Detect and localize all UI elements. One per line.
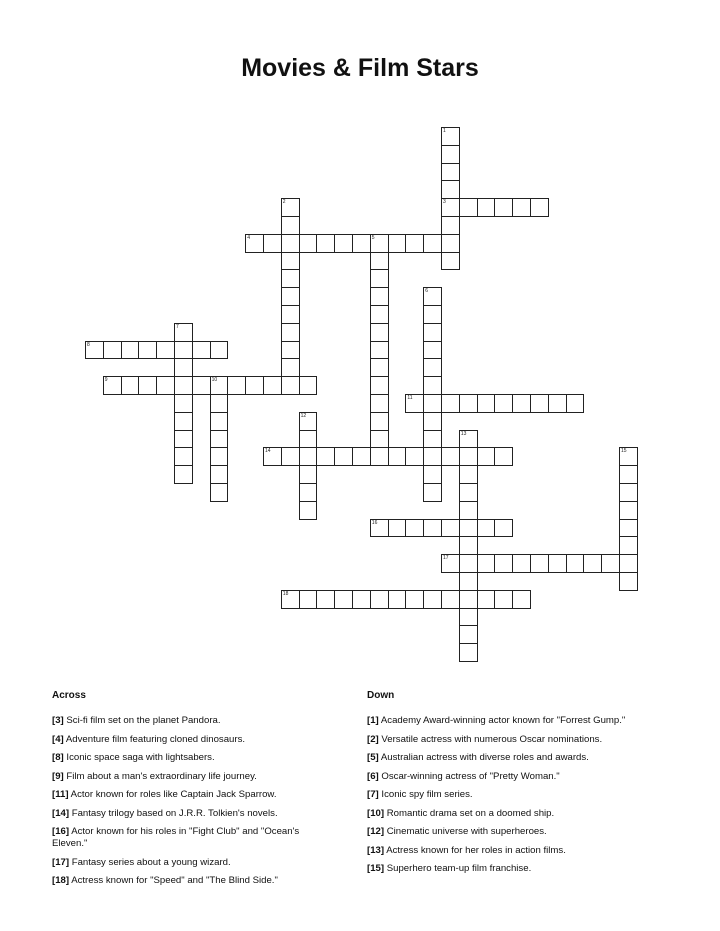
grid-cell[interactable] <box>121 376 140 395</box>
grid-cell[interactable] <box>299 234 318 253</box>
grid-cell[interactable] <box>334 447 353 466</box>
grid-cell[interactable] <box>477 590 496 609</box>
grid-cell[interactable] <box>174 358 193 377</box>
grid-cell[interactable] <box>370 519 389 538</box>
grid-cell[interactable] <box>441 447 460 466</box>
clue-number: [13] <box>367 844 385 856</box>
down-clue <box>367 789 667 801</box>
cell-number: 3 <box>443 199 446 206</box>
grid-cell[interactable] <box>601 554 620 573</box>
grid-cell[interactable] <box>210 376 229 395</box>
grid-cell[interactable] <box>423 287 442 306</box>
grid-cell[interactable] <box>441 554 460 573</box>
clue-number: [18] <box>52 875 70 886</box>
grid-cell[interactable] <box>423 323 442 342</box>
down-clue <box>367 715 667 727</box>
grid-cell[interactable] <box>370 305 389 324</box>
grid-cell[interactable] <box>334 590 353 609</box>
grid-cell[interactable] <box>441 394 460 413</box>
clue-number: [6] <box>367 770 379 782</box>
clue-number: [3] <box>52 715 64 726</box>
grid-cell[interactable] <box>263 234 282 253</box>
grid-cell[interactable] <box>423 465 442 484</box>
grid-cell[interactable] <box>281 198 300 217</box>
clue-number: [5] <box>367 752 379 763</box>
grid-cell[interactable] <box>477 554 496 573</box>
grid-cell[interactable] <box>388 447 407 466</box>
down-clues <box>367 690 667 882</box>
cell-number: 6 <box>425 288 428 295</box>
grid-cell[interactable] <box>370 358 389 377</box>
clue-number: [8] <box>52 752 64 763</box>
across-clue <box>52 752 337 764</box>
grid-cell[interactable] <box>530 198 549 217</box>
grid-cell[interactable] <box>459 554 478 573</box>
grid-cell[interactable] <box>388 519 407 538</box>
grid-cell[interactable] <box>174 412 193 431</box>
clue-text: Versatile actress with numerous Oscar nominations. <box>378 733 603 745</box>
clue-text: Superhero team-up film franchise. <box>384 863 532 874</box>
grid-cell[interactable] <box>619 554 638 573</box>
across-clue <box>52 857 337 869</box>
clue-text: Adventure film featuring cloned dinosaurs. <box>63 733 246 745</box>
across-clue <box>52 789 337 801</box>
grid-cell[interactable] <box>405 394 424 413</box>
grid-cell[interactable] <box>174 447 193 466</box>
grid-cell[interactable] <box>174 341 193 360</box>
grid-cell[interactable] <box>352 590 371 609</box>
clue-number: [7] <box>367 789 379 800</box>
grid-cell[interactable] <box>370 447 389 466</box>
clue-text: Academy Award-winning actor known for "Forrest Gump." <box>378 715 626 726</box>
grid-cell[interactable] <box>245 376 264 395</box>
grid-cell[interactable] <box>299 465 318 484</box>
cell-number: 10 <box>211 377 218 384</box>
grid-cell[interactable] <box>423 341 442 360</box>
down-clue <box>367 771 667 783</box>
grid-cell[interactable] <box>281 447 300 466</box>
clue-text: Cinematic universe with superheroes. <box>384 826 547 837</box>
grid-cell[interactable] <box>441 180 460 199</box>
grid-cell[interactable] <box>459 430 478 449</box>
grid-cell[interactable] <box>459 519 478 538</box>
grid-cell[interactable] <box>281 252 300 271</box>
clue-text: Iconic space saga with lightsabers. <box>63 752 215 763</box>
grid-cell[interactable] <box>299 501 318 520</box>
clue-text: Actress known for her roles in action films. <box>384 844 566 856</box>
grid-cell[interactable] <box>423 430 442 449</box>
grid-cell[interactable] <box>370 590 389 609</box>
across-clues <box>52 690 337 894</box>
grid-cell[interactable] <box>530 554 549 573</box>
clue-text: Sci-fi film set on the planet Pandora. <box>63 715 221 726</box>
grid-cell[interactable] <box>263 447 282 466</box>
grid-cell[interactable] <box>459 483 478 502</box>
grid-cell[interactable] <box>138 376 157 395</box>
grid-cell[interactable] <box>459 643 478 662</box>
grid-cell[interactable] <box>192 376 211 395</box>
grid-cell[interactable] <box>441 234 460 253</box>
grid-cell[interactable] <box>316 447 335 466</box>
grid-cell[interactable] <box>281 590 300 609</box>
across-clue <box>52 734 337 746</box>
clue-text: Fantasy trilogy based on J.R.R. Tolkien's novels. <box>69 807 278 819</box>
grid-cell[interactable] <box>299 447 318 466</box>
grid-cell[interactable] <box>494 590 513 609</box>
cell-number: 1 <box>443 128 446 134</box>
grid-cell[interactable] <box>156 376 175 395</box>
grid-cell[interactable] <box>459 198 478 217</box>
grid-cell[interactable] <box>583 554 602 573</box>
grid-cell[interactable] <box>370 287 389 306</box>
grid-cell[interactable] <box>370 234 389 253</box>
clue-number: [11] <box>52 789 69 800</box>
grid-cell[interactable] <box>459 447 478 466</box>
grid-cell[interactable] <box>299 376 318 395</box>
across-clue <box>52 715 337 727</box>
cell-number: 17 <box>443 555 449 562</box>
grid-cell[interactable] <box>370 323 389 342</box>
grid-cell[interactable] <box>281 216 300 235</box>
grid-cell[interactable] <box>388 590 407 609</box>
grid-cell[interactable] <box>174 430 193 449</box>
grid-cell[interactable] <box>477 519 496 538</box>
cell-number: 5 <box>371 234 375 241</box>
grid-cell[interactable] <box>299 483 318 502</box>
across-clue <box>52 875 337 887</box>
across-clue <box>52 808 337 820</box>
grid-cell[interactable] <box>423 394 442 413</box>
grid-cell[interactable] <box>174 376 193 395</box>
grid-cell[interactable] <box>210 465 229 484</box>
grid-cell[interactable] <box>281 234 300 253</box>
grid-cell[interactable] <box>352 447 371 466</box>
grid-cell[interactable] <box>566 554 585 573</box>
grid-cell[interactable] <box>423 234 442 253</box>
grid-cell[interactable] <box>441 590 460 609</box>
grid-cell[interactable] <box>477 394 496 413</box>
across-clue <box>52 771 337 783</box>
grid-cell[interactable] <box>619 501 638 520</box>
clue-number: [16] <box>52 826 70 837</box>
grid-cell[interactable] <box>459 572 478 591</box>
down-heading: Down <box>367 690 395 701</box>
grid-cell[interactable] <box>281 305 300 324</box>
grid-cell[interactable] <box>494 394 513 413</box>
grid-cell[interactable] <box>548 394 567 413</box>
down-clue <box>367 808 667 820</box>
grid-cell[interactable] <box>370 341 389 360</box>
grid-cell[interactable] <box>263 376 282 395</box>
down-clue <box>367 863 667 875</box>
clue-number: [17] <box>52 856 70 868</box>
grid-cell[interactable] <box>423 305 442 324</box>
grid-cell[interactable] <box>548 554 567 573</box>
clue-text: Actress known for "Speed" and "The Blind Side." <box>69 875 278 886</box>
grid-cell[interactable] <box>174 323 193 342</box>
clue-number: [10] <box>367 807 385 819</box>
grid-cell[interactable] <box>210 412 229 431</box>
grid-cell[interactable] <box>138 341 157 360</box>
grid-cell[interactable] <box>299 412 318 431</box>
grid-cell[interactable] <box>459 394 478 413</box>
grid-cell[interactable] <box>512 198 531 217</box>
cell-number: 7 <box>176 323 179 330</box>
grid-cell[interactable] <box>619 536 638 555</box>
grid-cell[interactable] <box>405 447 424 466</box>
cell-number: 16 <box>371 519 378 526</box>
grid-cell[interactable] <box>85 341 104 360</box>
clue-text: Actor known for roles like Captain Jack Sparrow. <box>68 789 277 800</box>
grid-cell[interactable] <box>619 447 638 466</box>
clue-number: [2] <box>367 733 379 745</box>
grid-cell[interactable] <box>210 341 229 360</box>
clue-text: Oscar-winning actress of "Pretty Woman." <box>378 770 560 782</box>
grid-cell[interactable] <box>352 234 371 253</box>
down-clue <box>367 845 667 857</box>
cell-number: 15 <box>621 448 627 455</box>
grid-cell[interactable] <box>192 341 211 360</box>
grid-cell[interactable] <box>494 198 513 217</box>
grid-cell[interactable] <box>210 483 229 502</box>
grid-cell[interactable] <box>210 447 229 466</box>
page-title: Movies & Film Stars <box>241 54 479 82</box>
grid-cell[interactable] <box>423 447 442 466</box>
grid-cell[interactable] <box>619 519 638 538</box>
grid-cell[interactable] <box>619 572 638 591</box>
cell-number: 8 <box>87 341 90 348</box>
grid-cell[interactable] <box>370 252 389 271</box>
grid-cell[interactable] <box>494 554 513 573</box>
grid-cell[interactable] <box>103 341 122 360</box>
grid-cell[interactable] <box>441 145 460 164</box>
grid-cell[interactable] <box>370 376 389 395</box>
grid-cell[interactable] <box>370 430 389 449</box>
clue-number: [12] <box>367 826 385 837</box>
grid-cell[interactable] <box>494 447 513 466</box>
grid-cell[interactable] <box>459 536 478 555</box>
grid-cell[interactable] <box>210 430 229 449</box>
clue-text: Australian actress with diverse roles and awards. <box>378 752 589 763</box>
grid-cell[interactable] <box>441 198 460 217</box>
grid-cell[interactable] <box>121 341 140 360</box>
clue-text: Iconic spy film series. <box>378 789 473 800</box>
grid-cell[interactable] <box>281 341 300 360</box>
grid-cell[interactable] <box>405 234 424 253</box>
grid-cell[interactable] <box>494 519 513 538</box>
grid-cell[interactable] <box>174 394 193 413</box>
grid-cell[interactable] <box>512 590 531 609</box>
grid-cell[interactable] <box>281 358 300 377</box>
across-heading: Across <box>52 690 86 701</box>
clue-text: Actor known for his roles in "Fight Club" and "Ocean's Eleven." <box>52 826 300 849</box>
grid-cell[interactable] <box>423 519 442 538</box>
grid-cell[interactable] <box>477 447 496 466</box>
clue-text: Romantic drama set on a doomed ship. <box>384 807 555 819</box>
grid-cell[interactable] <box>210 394 229 413</box>
grid-cell[interactable] <box>281 323 300 342</box>
grid-cell[interactable] <box>370 394 389 413</box>
cell-number: 14 <box>265 448 271 455</box>
grid-cell[interactable] <box>388 234 407 253</box>
grid-cell[interactable] <box>441 127 460 146</box>
grid-cell[interactable] <box>459 590 478 609</box>
clue-number: [14] <box>52 807 70 819</box>
grid-cell[interactable] <box>281 269 300 288</box>
grid-cell[interactable] <box>423 590 442 609</box>
down-clue <box>367 752 667 764</box>
grid-cell[interactable] <box>245 234 264 253</box>
grid-cell[interactable] <box>619 465 638 484</box>
grid-cell[interactable] <box>370 269 389 288</box>
grid-cell[interactable] <box>405 519 424 538</box>
grid-cell[interactable] <box>299 590 318 609</box>
grid-cell[interactable] <box>299 430 318 449</box>
down-clue <box>367 734 667 746</box>
grid-cell[interactable] <box>619 483 638 502</box>
cell-number: 13 <box>460 430 467 437</box>
grid-cell[interactable] <box>316 234 335 253</box>
grid-cell[interactable] <box>423 483 442 502</box>
clue-text: Fantasy series about a young wizard. <box>69 856 231 868</box>
grid-cell[interactable] <box>441 163 460 182</box>
clue-number: [1] <box>367 715 379 726</box>
grid-cell[interactable] <box>566 394 585 413</box>
clue-number: [15] <box>367 863 385 874</box>
grid-cell[interactable] <box>281 376 300 395</box>
grid-cell[interactable] <box>281 287 300 306</box>
grid-cell[interactable] <box>530 394 549 413</box>
grid-cell[interactable] <box>441 252 460 271</box>
grid-cell[interactable] <box>441 519 460 538</box>
grid-cell[interactable] <box>103 376 122 395</box>
grid-cell[interactable] <box>405 590 424 609</box>
grid-cell[interactable] <box>423 412 442 431</box>
grid-cell[interactable] <box>370 412 389 431</box>
down-clue <box>367 826 667 838</box>
cell-number: 12 <box>300 412 307 419</box>
grid-cell[interactable] <box>174 465 193 484</box>
across-clue <box>52 826 337 850</box>
cell-number: 9 <box>104 377 108 384</box>
grid-cell[interactable] <box>423 376 442 395</box>
grid-cell[interactable] <box>316 590 335 609</box>
grid-cell[interactable] <box>441 216 460 235</box>
grid-cell[interactable] <box>512 394 531 413</box>
grid-cell[interactable] <box>459 625 478 644</box>
cell-number: 4 <box>247 234 250 241</box>
cell-number: 2 <box>282 199 286 206</box>
across-clue-list <box>52 715 337 887</box>
grid-cell[interactable] <box>459 501 478 520</box>
grid-cell[interactable] <box>512 554 531 573</box>
clue-number: [9] <box>52 770 64 782</box>
grid-cell[interactable] <box>477 198 496 217</box>
grid-cell[interactable] <box>423 358 442 377</box>
grid-cell[interactable] <box>459 465 478 484</box>
clue-text: Film about a man's extraordinary life journey. <box>63 770 257 782</box>
cell-number: 11 <box>407 395 413 401</box>
grid-cell[interactable] <box>227 376 246 395</box>
grid-cell[interactable] <box>459 608 478 627</box>
clue-number: [4] <box>52 733 64 745</box>
down-clue-list <box>367 715 667 875</box>
grid-cell[interactable] <box>156 341 175 360</box>
cell-number: 18 <box>282 590 289 597</box>
grid-cell[interactable] <box>334 234 353 253</box>
